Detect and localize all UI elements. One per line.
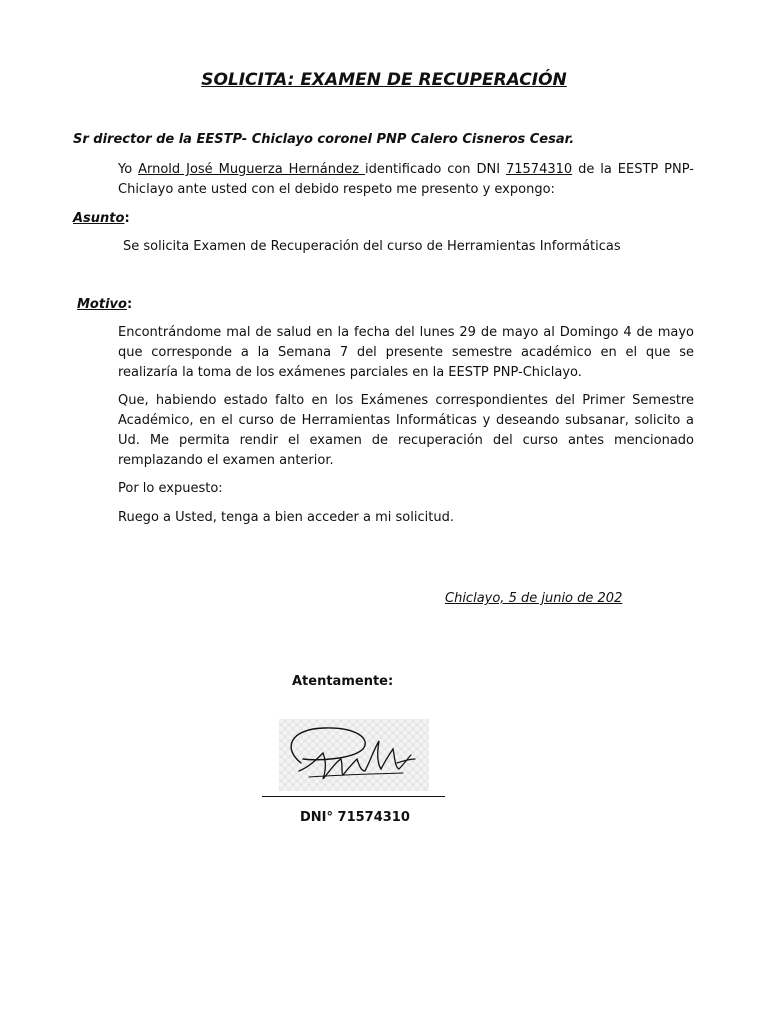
intro-prefix: Yo bbox=[118, 162, 139, 177]
date-line: Chiclayo, 5 de junio de 202 bbox=[445, 591, 623, 606]
motivo-paragraph-4: Ruego a Usted, tenga a bien acceder a mi solicitud. bbox=[118, 510, 454, 525]
intro-mid: identificado con DNI bbox=[364, 162, 506, 177]
signature-scribble bbox=[279, 719, 429, 791]
dni-label: DNI° 71574310 bbox=[300, 810, 410, 825]
motivo-paragraph-1: Encontrándome mal de salud en la fecha del lunes 29 de mayo al Domingo 4 de mayo que corresponde a la Semana 7 del presente semestre académico en el que se realizaría la toma de los exámenes parciales en la EESTP PNP-Chiclayo. bbox=[118, 325, 694, 380]
asunto-heading bbox=[73, 211, 130, 226]
motivo-colon: : bbox=[126, 297, 133, 312]
motivo-paragraph-3: Por lo expuesto: bbox=[118, 481, 223, 496]
motivo-label: Motivo bbox=[77, 297, 127, 312]
closing: Atentamente: bbox=[292, 674, 394, 689]
intro-paragraph bbox=[118, 160, 694, 200]
addressee: Sr director de la EESTP- Chiclayo coronel PNP Calero Cisneros Cesar. bbox=[73, 132, 575, 147]
asunto-colon: : bbox=[124, 211, 130, 226]
asunto-label: Asunto bbox=[73, 211, 125, 226]
asunto-text: Se solicita Examen de Recuperación del curso de Herramientas Informáticas bbox=[123, 239, 621, 254]
motivo-paragraph-2: Que, habiendo estado falto en los Exámenes correspondientes del Primer Semestre Académico, en el curso de Herramientas Informáticas y deseando subsanar, solicito a Ud. Me permita rendir el examen de recuperación del curso antes mencionado remplazando el examen anterior. bbox=[118, 393, 694, 468]
applicant-dni: 71574310 bbox=[505, 162, 573, 177]
intro-suffix: de la EESTP PNP-Chiclayo ante usted con el debido respeto me presento y expongo: bbox=[118, 162, 694, 197]
motivo-heading bbox=[77, 297, 132, 312]
signature-line bbox=[262, 796, 445, 797]
signature-image bbox=[279, 719, 429, 791]
document-title: SOLICITA: EXAMEN DE RECUPERACIÓN bbox=[201, 70, 567, 90]
applicant-name: Arnold José Muguerza Hernández bbox=[138, 162, 365, 177]
